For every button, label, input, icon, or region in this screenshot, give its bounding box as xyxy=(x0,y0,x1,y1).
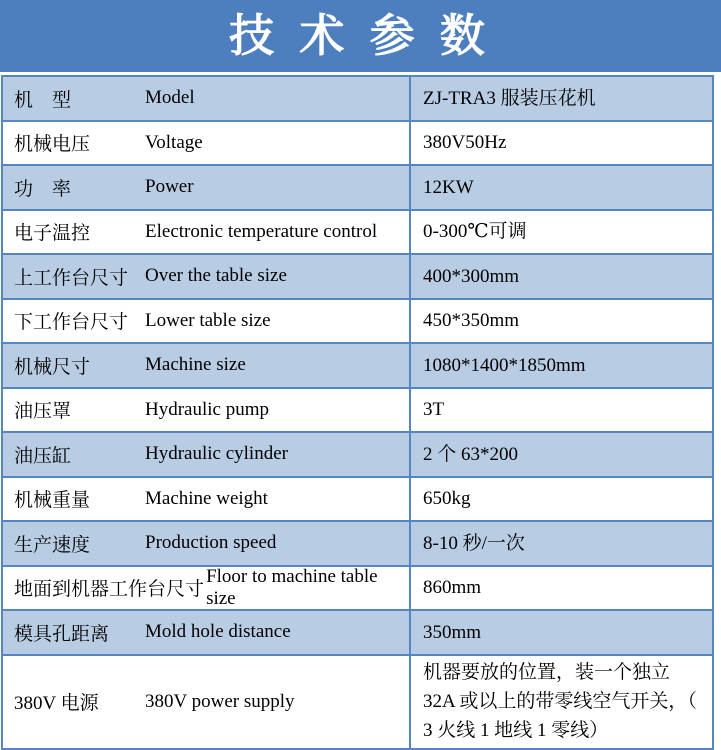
param-name-en: Model xyxy=(145,87,195,109)
param-name-en: Mold hole distance xyxy=(145,621,291,643)
param-value: 450*350mm xyxy=(423,310,520,332)
table-row xyxy=(3,522,712,567)
param-value: 350mm xyxy=(423,621,482,643)
param-value: 3T xyxy=(423,399,445,421)
param-name-en: Hydraulic pump xyxy=(145,398,270,420)
param-name-en: Lower table size xyxy=(145,309,271,331)
param-name-cell xyxy=(3,166,411,209)
param-name-cn: 生产速度 xyxy=(14,534,91,556)
param-name-cn: 地面到机器工作台尺寸 xyxy=(14,579,209,601)
param-value: 380V50Hz xyxy=(423,132,507,154)
param-name-cell xyxy=(3,656,411,748)
param-value: 860mm xyxy=(423,577,482,599)
param-value: 12KW xyxy=(423,176,474,198)
param-name-cn: 油压缸 xyxy=(14,445,72,467)
table-row xyxy=(3,389,712,434)
param-name-cell xyxy=(3,567,411,610)
table-row xyxy=(3,211,712,256)
table-row xyxy=(3,344,712,389)
param-value: 0-300℃可调 xyxy=(423,221,527,243)
param-value: 400*300mm xyxy=(423,265,520,287)
param-name-cn: 机 型 xyxy=(14,89,72,111)
table-row xyxy=(3,300,712,345)
param-name-en: Over the table size xyxy=(145,265,287,287)
param-value: 650kg xyxy=(423,488,471,510)
param-name-en: Voltage xyxy=(145,131,203,153)
table-row xyxy=(3,656,712,748)
param-name-en: Electronic temperature control xyxy=(145,220,378,242)
table-row xyxy=(3,77,712,122)
param-name-cell xyxy=(3,211,411,254)
param-name-en: 380V power supply xyxy=(145,690,295,712)
param-name-cell xyxy=(3,344,411,387)
param-name-cn: 380V 电源 xyxy=(14,693,99,714)
param-name-cn: 机械电压 xyxy=(14,134,91,156)
param-value: 机器要放的位置，装一个独立 32A 或以上的带零线空气开关，（ 3 火线 1 地线 1 零线） xyxy=(423,662,697,741)
param-name-en: Machine weight xyxy=(145,487,268,509)
param-name-cn: 机械重量 xyxy=(14,490,91,512)
param-name-cell xyxy=(3,122,411,165)
param-value: 1080*1400*1850mm xyxy=(423,354,586,376)
param-name-cn: 功 率 xyxy=(14,178,72,200)
param-name-cn: 上工作台尺寸 xyxy=(14,267,129,289)
param-name-cell xyxy=(3,433,411,476)
table-row xyxy=(3,611,712,656)
param-value: 8-10 秒/一次 xyxy=(423,532,525,554)
table-row xyxy=(3,166,712,211)
param-name-en: Machine size xyxy=(145,354,246,376)
page-title: 技 术 参 数 xyxy=(229,11,492,61)
table-title-bar xyxy=(0,0,721,72)
param-name-cn: 油压罩 xyxy=(14,401,72,423)
param-name-en: Power xyxy=(145,176,194,198)
table-row xyxy=(3,433,712,478)
param-name-cell xyxy=(3,522,411,565)
param-name-cell xyxy=(3,611,411,654)
param-name-cell xyxy=(3,478,411,521)
params-table xyxy=(1,75,714,750)
param-name-cell xyxy=(3,389,411,432)
param-name-en: Production speed xyxy=(145,532,277,554)
param-value: 2 个 63*200 xyxy=(423,443,519,465)
param-name-cell xyxy=(3,300,411,343)
param-name-cn: 机械尺寸 xyxy=(14,356,91,378)
param-name-cell xyxy=(3,77,411,120)
table-row xyxy=(3,567,712,612)
table-row xyxy=(3,478,712,523)
table-row xyxy=(3,122,712,167)
param-name-cn: 电子温控 xyxy=(14,223,91,245)
param-name-cn: 下工作台尺寸 xyxy=(14,312,129,334)
param-name-cn: 模具孔距离 xyxy=(14,623,110,645)
param-name-cell xyxy=(3,255,411,298)
param-value: ZJ-TRA3 服装压花机 xyxy=(423,87,596,109)
param-name-en: Floor to machine table size xyxy=(206,565,383,609)
table-row xyxy=(3,255,712,300)
param-name-en: Hydraulic cylinder xyxy=(145,443,288,465)
